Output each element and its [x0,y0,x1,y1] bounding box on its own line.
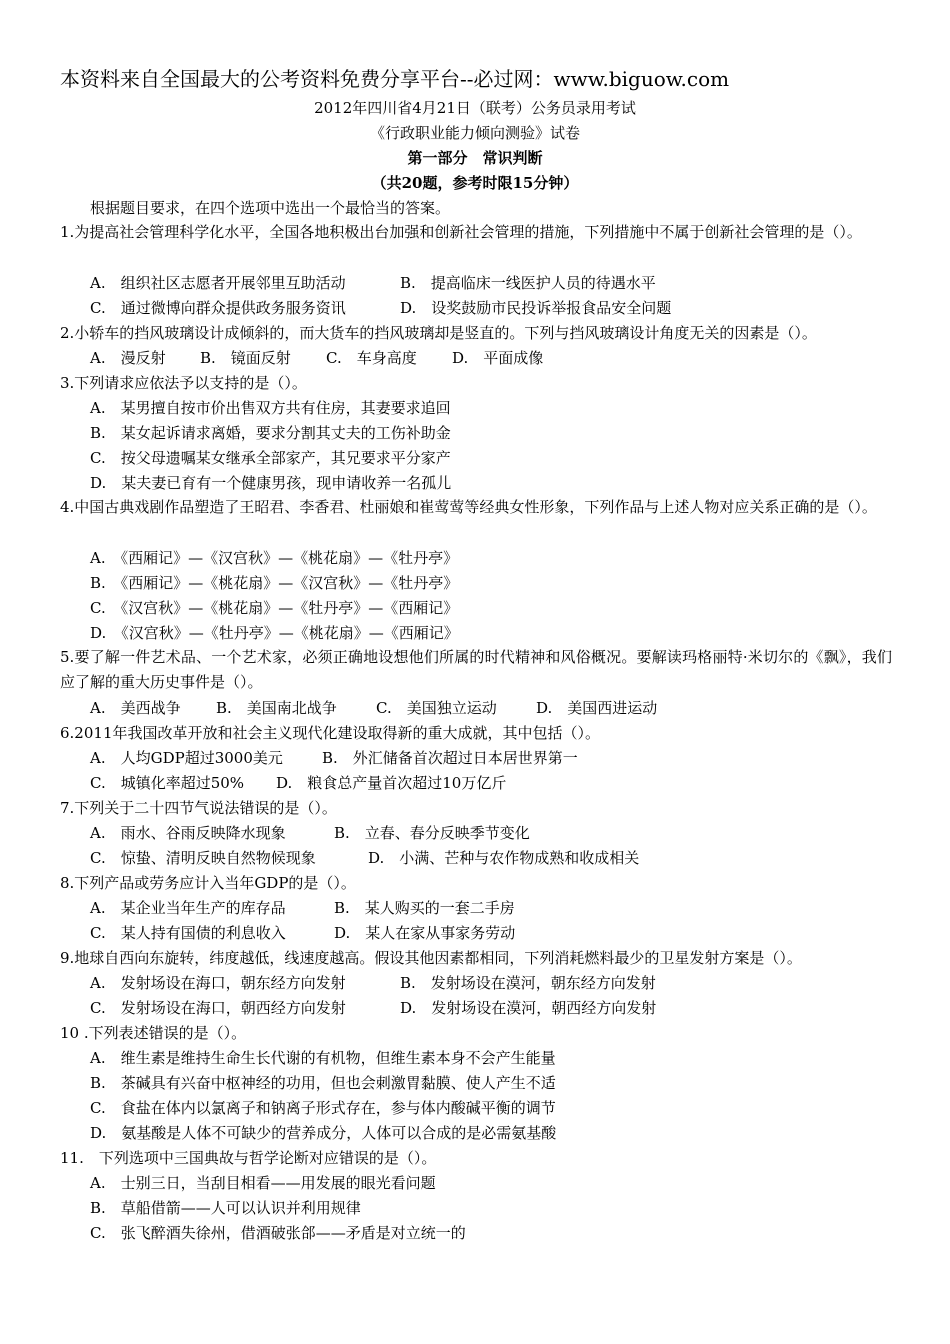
question-7-option-a: A. 雨水、谷雨反映降水现象 [90,824,286,842]
question-2-stem: 2.小轿车的挡风玻璃设计成倾斜的，而大货车的挡风玻璃却是竖直的。下列与挡风玻璃设计角度无关的因素是（）。 [60,324,817,342]
question-2-option-a: A. 漫反射 [90,349,166,367]
question-9-option-d: D. 发射场设在漠河，朝西经方向发射 [400,999,657,1017]
question-10-stem: 10 .下列表述错误的是（）。 [60,1024,247,1042]
instruction: 根据题目要求，在四个选项中选出一个最恰当的答案。 [90,199,451,217]
exam-subtitle: 《行政职业能力倾向测验》试卷 [369,124,580,142]
question-11-option-b: B. 草船借箭——人可以认识并利用规律 [90,1199,361,1217]
question-9-option-a: A. 发射场设在海口，朝东经方向发射 [90,974,346,992]
question-7-option-c: C. 惊蛰、清明反映自然物候现象 [90,849,316,867]
question-2-option-c: C. 车身高度 [326,349,417,367]
question-11-option-a: A. 士别三日，当刮目相看——用发展的眼光看问题 [90,1174,436,1192]
question-1-option-c: C. 通过微博向群众提供政务服务资讯 [90,299,346,317]
question-6-option-b: B. 外汇储备首次超过日本居世界第一 [322,749,578,767]
question-8-stem: 8.下列产品或劳务应计入当年GDP的是（）。 [60,874,356,892]
question-4-option-c: C. 《汉宫秋》—《桃花扇》—《牡丹亭》—《西厢记》 [90,599,459,617]
question-2-options-row [90,348,543,368]
question-5-option-b: B. 美国南北战争 [216,699,337,717]
question-1-stem: 1.为提高社会管理科学化水平，全国各地积极出台加强和创新社会管理的措施，下列措施中不属于创新社会管理的是（）。 [60,223,862,241]
question-9-options-row-1 [90,973,656,993]
question-6-option-a: A. 人均GDP超过3000美元 [90,749,283,767]
source-header: 本资料来自全国最大的公考资料免费分享平台--必过网：www.biguow.com [60,67,730,91]
question-4-option-d: D. 《汉宫秋》—《牡丹亭》—《桃花扇》—《西厢记》 [90,624,459,642]
question-1-option-b: B. 提高临床一线医护人员的待遇水平 [400,274,656,292]
question-11-option-c: C. 张飞醉酒失徐州，借酒破张郃——矛盾是对立统一的 [90,1224,466,1242]
question-3-option-b: B. 某女起诉请求离婚，要求分割其丈夫的工伤补助金 [90,424,451,442]
question-10-option-b: B. 茶碱具有兴奋中枢神经的功用，但也会刺激胃黏膜、使人产生不适 [90,1074,556,1092]
question-2-option-d: D. 平面成像 [452,349,544,367]
question-1-option-d: D. 设奖鼓励市民投诉举报食品安全问题 [400,299,672,317]
question-11-stem: 11. 下列选项中三国典故与哲学论断对应错误的是（）。 [60,1149,437,1167]
section-title: 第一部分 常识判断 [407,149,543,167]
question-10-option-c: C. 食盐在体内以氯离子和钠离子形式存在，参与体内酸碱平衡的调节 [90,1099,556,1117]
section-note: （共20题，参考时限15分钟） [371,174,579,192]
question-6-options-row-2 [90,773,506,793]
question-2-option-b: B. 镜面反射 [200,349,291,367]
question-5-options-row [90,698,657,718]
question-10-option-a: A. 维生素是维持生命生长代谢的有机物，但维生素本身不会产生能量 [90,1049,556,1067]
question-9-stem: 9.地球自西向东旋转，纬度越低，线速度越高。假设其他因素都相同，下列消耗燃料最少的卫星发射方案是（）。 [60,949,802,967]
question-7-option-d: D. 小满、芒种与农作物成熟和收成相关 [368,849,640,867]
question-9-option-c: C. 发射场设在海口，朝西经方向发射 [90,999,346,1017]
question-1-options-row-2 [90,298,671,318]
question-8-option-c: C. 某人持有国债的利息收入 [90,924,286,942]
question-6-option-d: D. 粮食总产量首次超过10万亿斤 [276,774,507,792]
question-8-option-b: B. 某人购买的一套二手房 [334,899,515,917]
question-3-option-d: D. 某夫妻已育有一个健康男孩，现申请收养一名孤儿 [90,474,452,492]
question-8-options-row-2 [90,923,515,943]
question-7-options-row-1 [90,823,530,843]
question-6-option-c: C. 城镇化率超过50% [90,774,245,792]
question-10-option-d: D. 氨基酸是人体不可缺少的营养成分，人体可以合成的是必需氨基酸 [90,1124,557,1142]
question-9-options-row-2 [90,998,656,1018]
question-4-option-b: B. 《西厢记》—《桃花扇》—《汉宫秋》—《牡丹亭》 [90,574,459,592]
question-3-option-c: C. 按父母遗嘱某女继承全部家产，其兄要求平分家产 [90,449,451,467]
question-3-option-a: A. 某男擅自按市价出售双方共有住房，其妻要求追回 [90,399,451,417]
question-8-option-d: D. 某人在家从事家务劳动 [334,924,516,942]
question-7-option-b: B. 立春、春分反映季节变化 [334,824,530,842]
question-8-option-a: A. 某企业当年生产的库存品 [90,899,286,917]
question-3-stem: 3.下列请求应依法予以支持的是（）。 [60,374,307,392]
question-1-option-a: A. 组织社区志愿者开展邻里互助活动 [90,274,346,292]
question-5-option-c: C. 美国独立运动 [376,699,497,717]
question-1-options-row-1 [90,273,656,293]
question-5-stem: 5.要了解一件艺术品、一个艺术家，必须正确地设想他们所属的时代精神和风俗概况。要解读玛格丽特·米切尔的《飘》，我们应了解的重大历史事件是（）。 [60,648,892,691]
question-5-option-d: D. 美国西进运动 [536,699,658,717]
question-9-option-b: B. 发射场设在漠河，朝东经方向发射 [400,974,656,992]
question-5-option-a: A. 美西战争 [90,699,181,717]
question-4-stem: 4.中国古典戏剧作品塑造了王昭君、李香君、杜丽娘和崔莺莺等经典女性形象，下列作品与上述人物对应关系正确的是（）。 [60,498,877,516]
question-8-options-row-1 [90,898,515,918]
question-6-options-row-1 [90,748,578,768]
exam-title: 2012年四川省4月21日（联考）公务员录用考试 [314,99,636,117]
question-7-options-row-2 [90,848,639,868]
question-4-option-a: A. 《西厢记》—《汉宫秋》—《桃花扇》—《牡丹亭》 [90,549,459,567]
question-6-stem: 6.2011年我国改革开放和社会主义现代化建设取得新的重大成就，其中包括（）。 [60,724,600,742]
question-7-stem: 7.下列关于二十四节气说法错误的是（）。 [60,799,337,817]
